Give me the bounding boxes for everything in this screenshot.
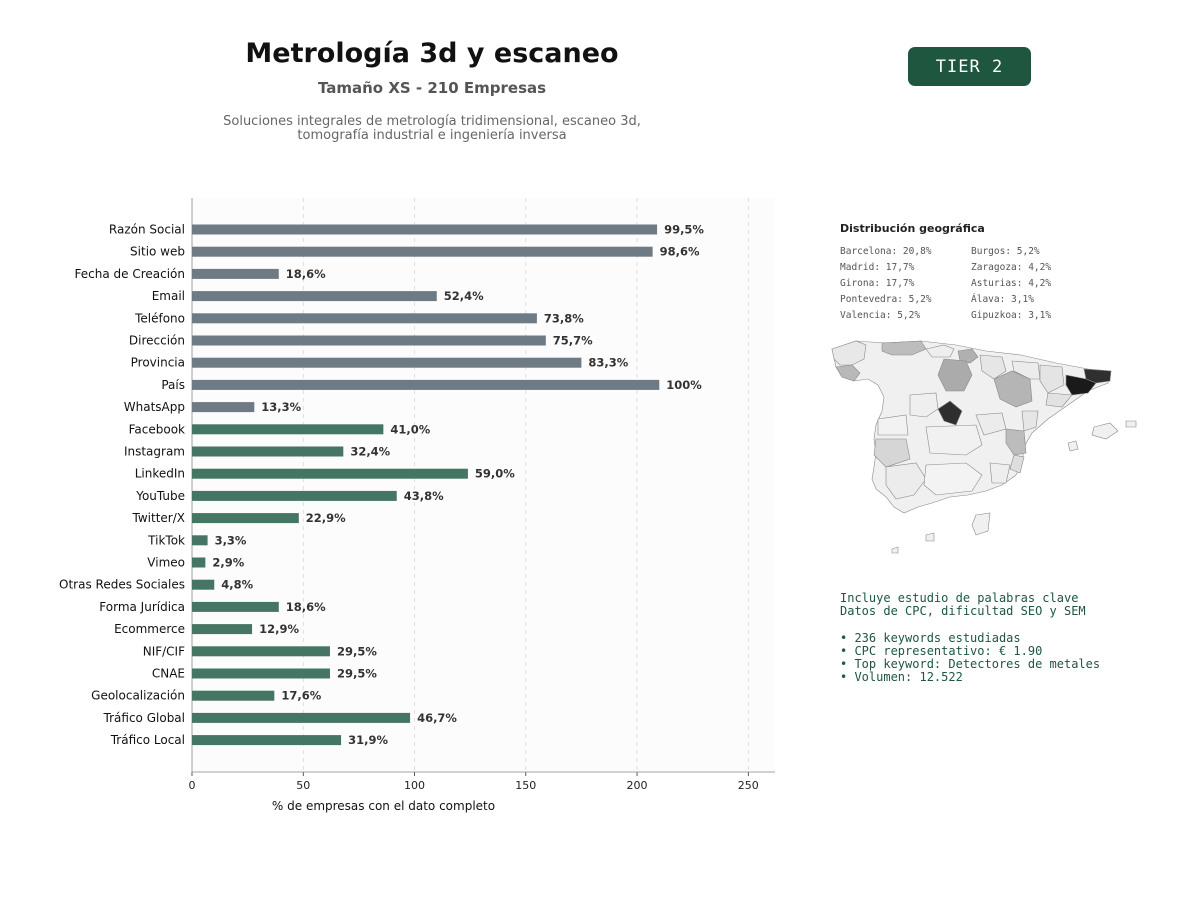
- category-label: Provincia: [130, 355, 185, 370]
- tier-badge: TIER 2: [908, 47, 1031, 86]
- bar: [192, 691, 274, 701]
- x-axis-title: % de empresas con el dato completo: [271, 799, 496, 813]
- data-label: 13,3%: [261, 400, 302, 415]
- x-tick-label: 150: [515, 779, 537, 792]
- x-tick-label: 100: [404, 779, 426, 792]
- geo-item: Asturias: 4,2%: [971, 278, 1052, 289]
- data-label: 75,7%: [552, 333, 593, 348]
- bar: [192, 580, 214, 590]
- category-label: País: [161, 377, 185, 392]
- category-label: Vimeo: [147, 555, 185, 570]
- bar: [192, 291, 437, 301]
- x-tick-label: 200: [626, 779, 648, 792]
- bar: [192, 513, 299, 523]
- bar: [192, 447, 343, 457]
- data-label: 73,8%: [543, 311, 584, 326]
- category-label: YouTube: [136, 488, 185, 503]
- bar: [192, 269, 279, 279]
- bar: [192, 469, 468, 479]
- data-label: 32,4%: [350, 444, 391, 459]
- category-label: NIF/CIF: [142, 644, 185, 659]
- bar: [192, 358, 581, 368]
- category-label: Facebook: [128, 422, 185, 437]
- data-label: 4,8%: [221, 577, 254, 592]
- category-label: Razón Social: [108, 222, 185, 237]
- data-label: 98,6%: [659, 244, 700, 259]
- geo-distribution-title: Distribución geográfica: [840, 222, 985, 235]
- data-label: 2,9%: [212, 555, 245, 570]
- bar: [192, 624, 252, 634]
- data-label: 41,0%: [390, 422, 431, 437]
- data-label: 59,0%: [474, 466, 515, 481]
- page-subtitle: Tamaño XS - 210 Empresas: [317, 79, 547, 97]
- spain-choropleth-map: [826, 335, 1146, 560]
- description-line-2: tomografía industrial e ingeniería inversa: [297, 128, 567, 143]
- map-region-castilla-south: [926, 425, 982, 455]
- bar: [192, 313, 537, 323]
- bar: [192, 602, 279, 612]
- plot-area: [192, 198, 775, 772]
- data-label: 17,6%: [281, 688, 322, 703]
- x-tick-label: 0: [188, 779, 196, 792]
- category-label: Dirección: [128, 333, 185, 348]
- data-label: 100%: [666, 377, 702, 392]
- category-label: WhatsApp: [123, 400, 185, 415]
- bar: [192, 713, 410, 723]
- map-region-mallorca: [1092, 423, 1118, 439]
- category-label: LinkedIn: [134, 466, 185, 481]
- category-label: Email: [151, 289, 185, 304]
- data-label: 18,6%: [285, 599, 326, 614]
- bar: [192, 535, 208, 545]
- geo-item: Burgos: 5,2%: [971, 246, 1040, 257]
- geo-item: Álava: 3,1%: [971, 294, 1034, 305]
- category-label: Tráfico Global: [103, 710, 185, 725]
- category-label: Ecommerce: [114, 622, 185, 637]
- data-label: 31,9%: [348, 733, 388, 748]
- bar: [192, 424, 383, 434]
- spacer: [840, 619, 1100, 632]
- data-label: 22,9%: [305, 511, 346, 526]
- keywords-line-1: Incluye estudio de palabras clave: [840, 591, 1079, 605]
- data-label: 83,3%: [588, 355, 629, 370]
- category-label: Tráfico Local: [110, 733, 185, 748]
- category-label: Sitio web: [130, 244, 185, 259]
- geo-item: Barcelona: 20,8%: [840, 246, 932, 257]
- bar: [192, 247, 653, 257]
- data-label: 46,7%: [417, 710, 457, 725]
- category-label: Forma Jurídica: [99, 599, 185, 614]
- category-label: Geolocalización: [91, 688, 185, 703]
- bar: [192, 336, 546, 346]
- bar: [192, 491, 397, 501]
- bar: [192, 646, 330, 656]
- geo-item: Valencia: 5,2%: [840, 310, 921, 321]
- map-region-menorca: [1126, 421, 1136, 427]
- page-title: Metrología 3d y escaneo: [245, 38, 619, 69]
- keyword-bullet: • Top keyword: Detectores de metales: [840, 657, 1101, 672]
- geo-item: Gipuzkoa: 3,1%: [971, 310, 1052, 321]
- keyword-bullet: • CPC representativo: € 1.90: [840, 643, 1043, 658]
- geo-item: Madrid: 17,7%: [840, 262, 915, 273]
- bar: [192, 402, 254, 412]
- data-label: 12,9%: [259, 622, 299, 637]
- geo-item: Pontevedra: 5,2%: [840, 294, 932, 305]
- map-region-ibiza: [1068, 441, 1078, 451]
- category-label: Otras Redes Sociales: [59, 577, 185, 592]
- keyword-bullet: • 236 keywords estudiadas: [840, 630, 1021, 645]
- map-region-south-fragment-1: [972, 513, 990, 535]
- map-region-south-fragment-2: [926, 533, 934, 541]
- data-label: 52,4%: [443, 289, 484, 304]
- description-line-1: Soluciones integrales de metrología tridimensional, escaneo 3d,: [223, 114, 641, 129]
- keywords-panel: [840, 592, 1100, 685]
- keyword-bullet: • Volumen: 12.522: [840, 670, 963, 685]
- bar: [192, 225, 657, 235]
- category-label: CNAE: [151, 666, 185, 681]
- category-label: Fecha de Creación: [74, 266, 185, 281]
- bar: [192, 558, 205, 568]
- data-label: 18,6%: [285, 266, 326, 281]
- map-region-south-fragment-3: [892, 547, 898, 553]
- data-label: 29,5%: [336, 666, 377, 681]
- category-label: Twitter/X: [132, 511, 185, 526]
- data-label: 3,3%: [214, 533, 247, 548]
- data-label: 99,5%: [664, 222, 704, 237]
- keywords-line-2: Datos de CPC, dificultad SEO y SEM: [840, 604, 1086, 619]
- x-tick-label: 250: [737, 779, 759, 792]
- category-label: TikTok: [148, 533, 185, 548]
- data-label: 43,8%: [403, 488, 444, 503]
- category-label: Instagram: [123, 444, 185, 459]
- data-label: 29,5%: [336, 644, 377, 659]
- geo-item: Girona: 17,7%: [840, 278, 915, 289]
- x-tick-label: 50: [296, 779, 311, 792]
- bar: [192, 669, 330, 679]
- bar: [192, 735, 341, 745]
- bar: [192, 380, 659, 390]
- category-label: Teléfono: [135, 311, 185, 326]
- geo-item: Zaragoza: 4,2%: [971, 262, 1052, 273]
